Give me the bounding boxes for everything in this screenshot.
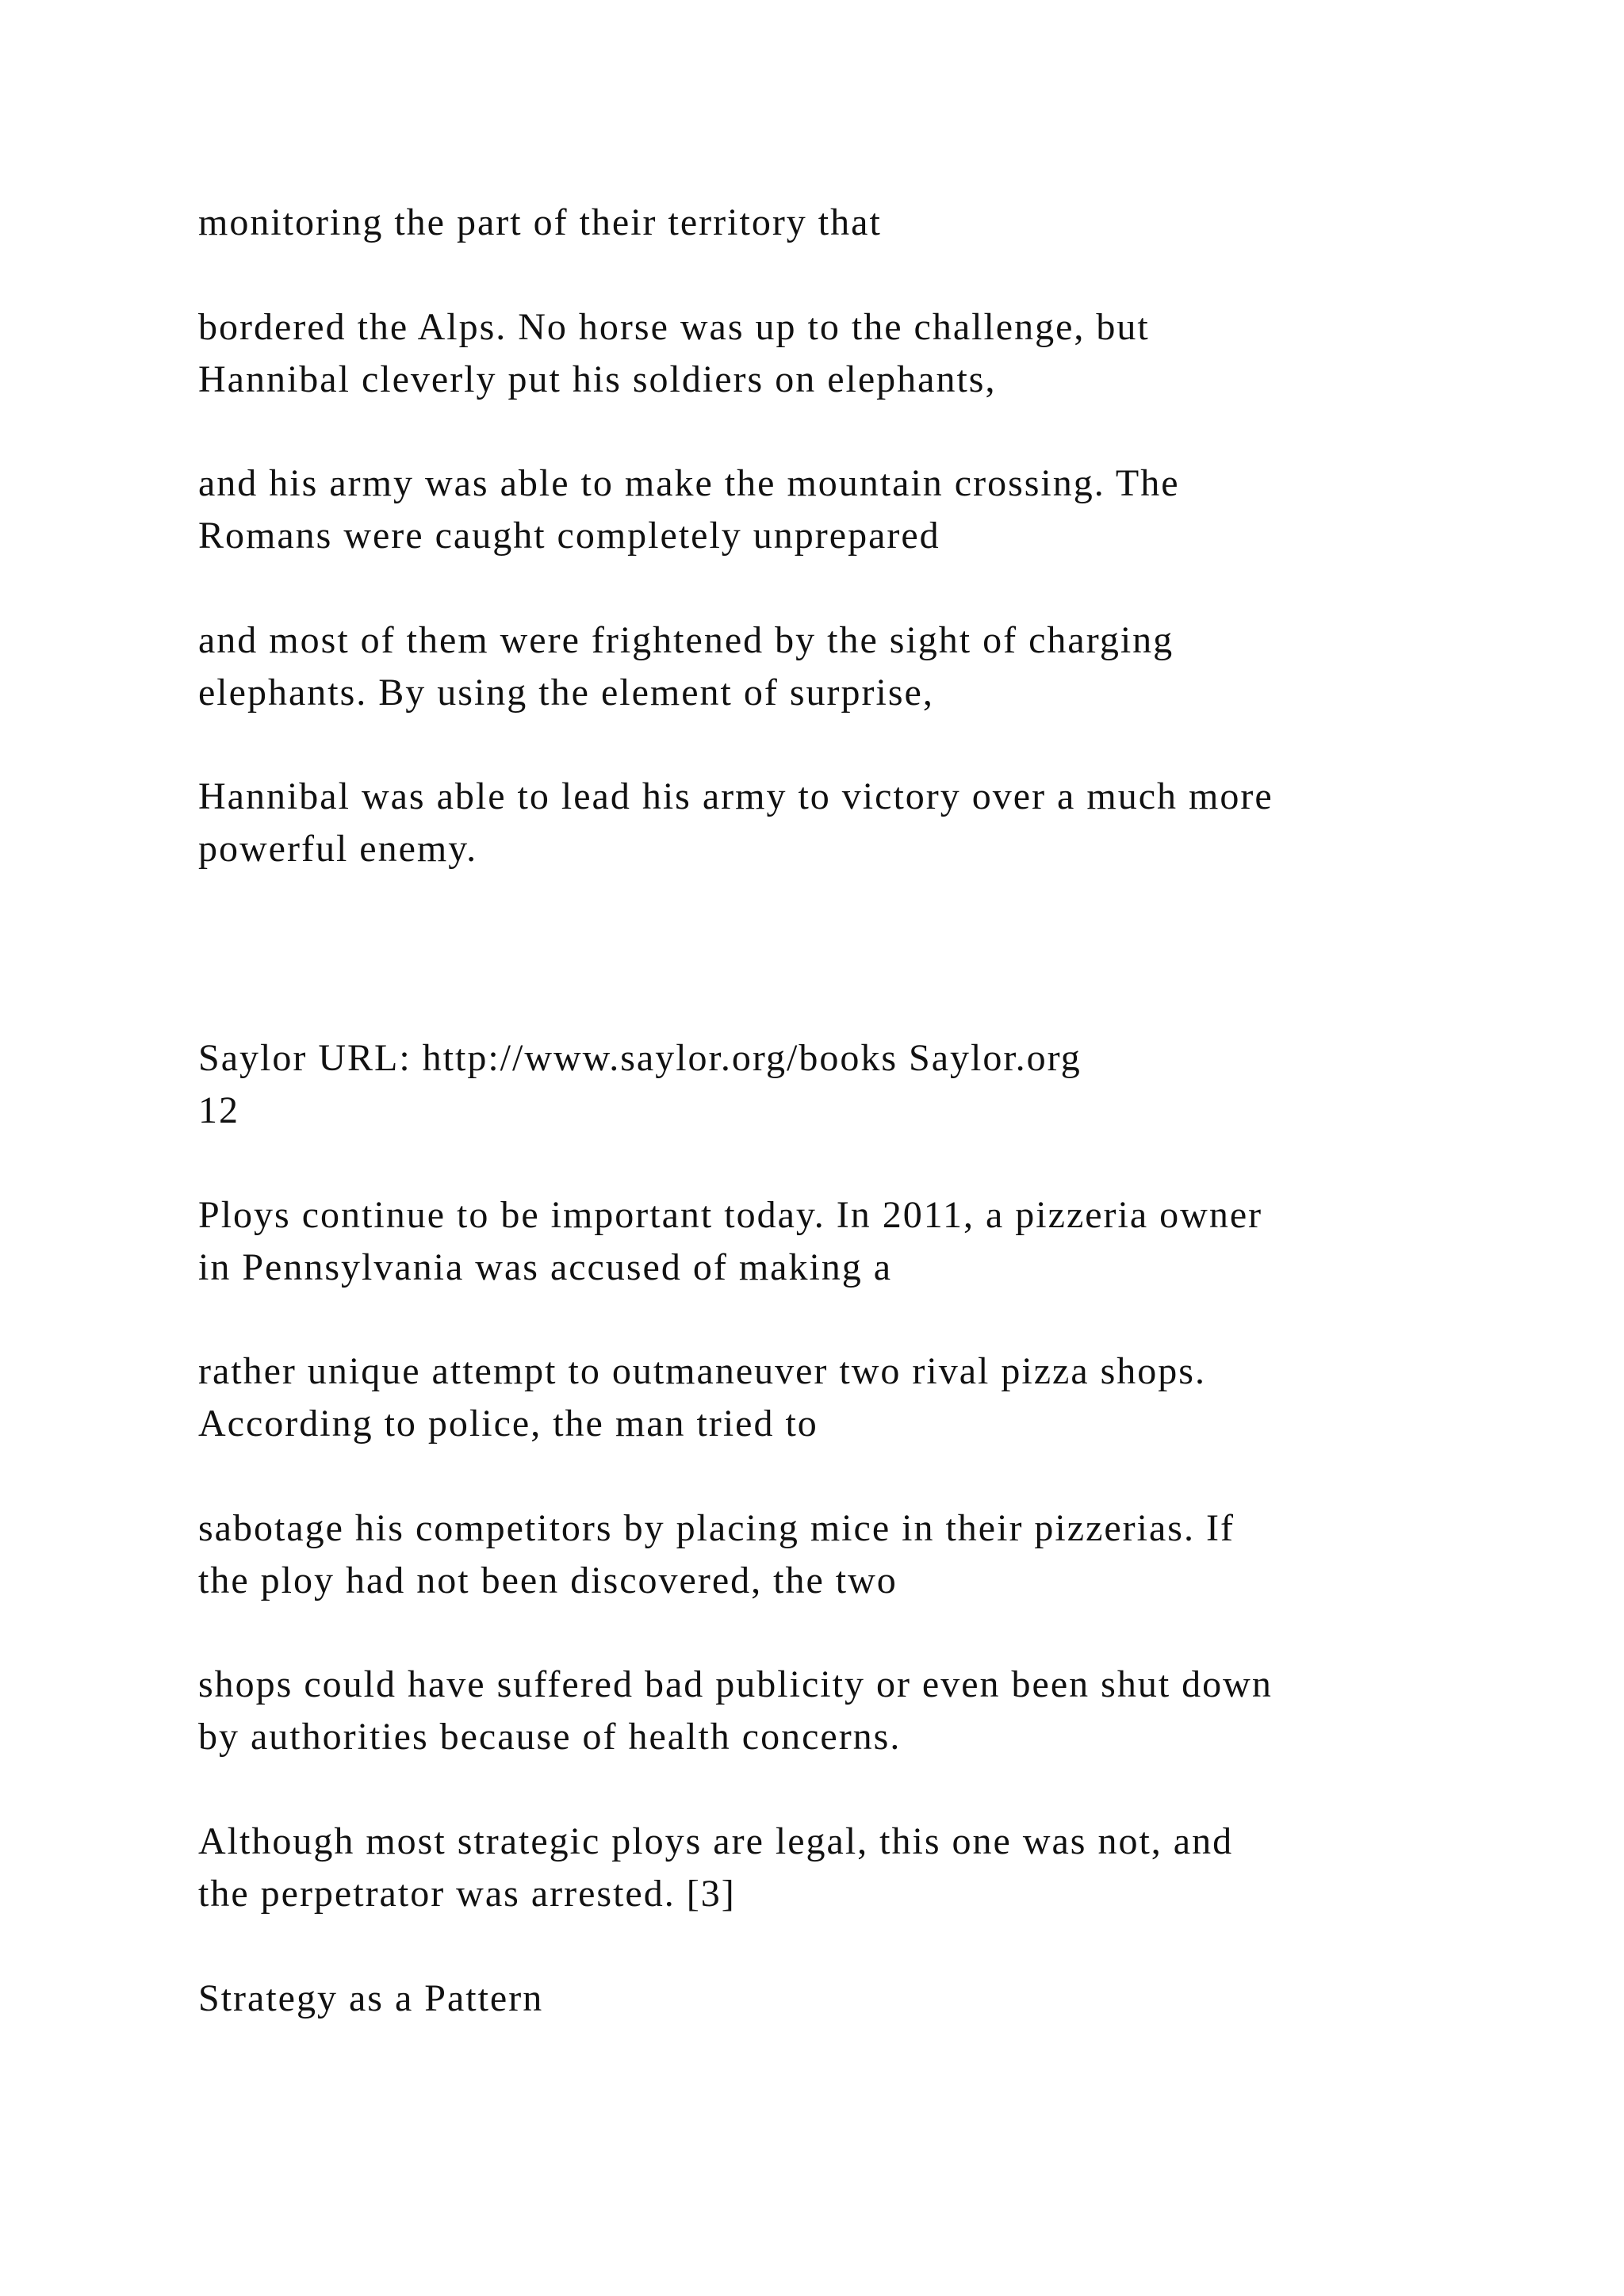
- paragraph-4: and most of them were frightened by the sight of charging elephants. By using the element of surprise,: [198, 619, 1174, 714]
- paragraph-9: shops could have suffered bad publicity or even been shut down by authorities because of health concerns.: [198, 1663, 1273, 1758]
- paragraph-2: bordered the Alps. No horse was up to the challenge, but Hannibal cleverly put his soldiers on elephants,: [198, 306, 1150, 400]
- paragraph-5: Hannibal was able to lead his army to victory over a much more powerful enemy.: [198, 775, 1274, 870]
- paragraph-3: and his army was able to make the mountain crossing. The Romans were caught completely unprepared: [198, 462, 1180, 557]
- paragraph-6: Ploys continue to be important today. In 2011, a pizzeria owner in Pennsylvania was accused of making a: [198, 1194, 1263, 1288]
- paragraph-8: sabotage his competitors by placing mice in their pizzerias. If the ploy had not been discovered, the two: [198, 1507, 1235, 1601]
- paragraph-1: monitoring the part of their territory that: [198, 201, 882, 243]
- section-heading: Strategy as a Pattern: [198, 1977, 544, 2019]
- page-footer-source: Saylor URL: http://www.saylor.org/books Saylor.org 12: [198, 1037, 1082, 1131]
- paragraph-10: Although most strategic ploys are legal, this one was not, and the perpetrator was arrested. [3]: [198, 1820, 1234, 1915]
- paragraph-7: rather unique attempt to outmaneuver two rival pizza shops. According to police, the man tried to: [198, 1350, 1206, 1445]
